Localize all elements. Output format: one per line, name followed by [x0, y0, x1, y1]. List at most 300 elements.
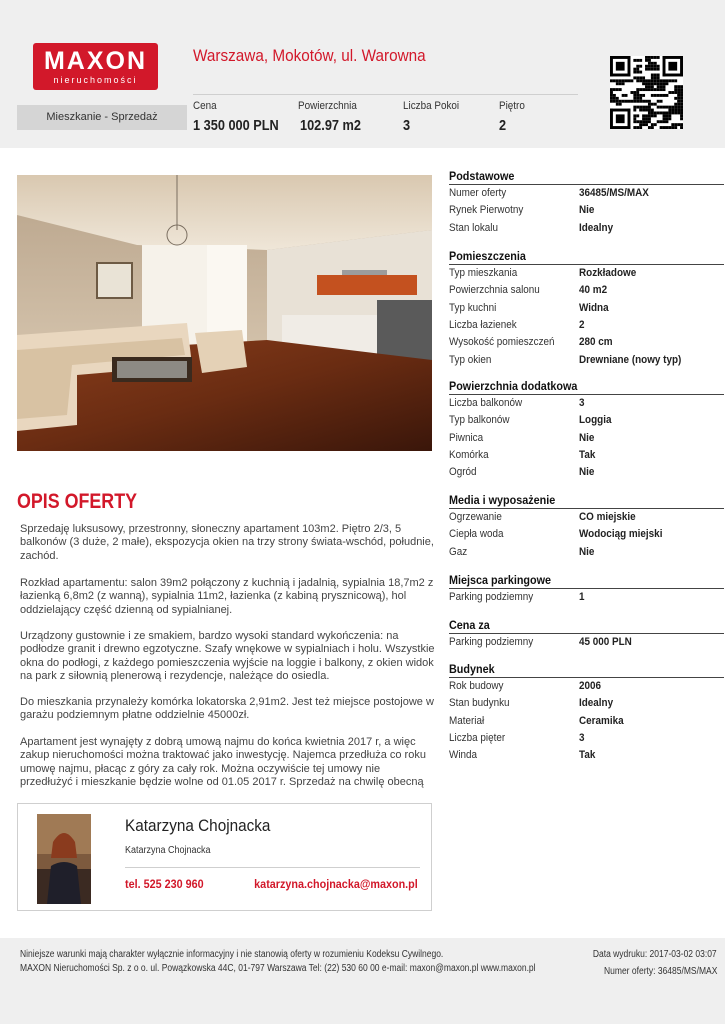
qr-module: [639, 65, 642, 68]
section-divider: [449, 264, 724, 265]
detail-label: Typ balkonów: [449, 414, 510, 427]
description-paragraph: Urządzony gustownie i ze smakiem, bardzo wysoki standard wykończenia: na podłodze granit i drewno egzotyczne. Szafy wnękowe w sypialniach i holu. Wszystkie okna do podłogi, z każdego pomieszczenia wyjście na loggie i balkony, z okien widok na park z siłownią plenerową i rezydencje, należące do osiedla.: [20, 630, 435, 683]
description-title: OPIS OFERTY: [17, 490, 138, 513]
qr-module: [651, 62, 654, 65]
qr-module: [668, 126, 671, 129]
qr-module: [633, 117, 636, 120]
qr-module: [654, 82, 657, 85]
detail-label: Materiał: [449, 714, 485, 727]
qr-module: [660, 79, 663, 82]
qr-module: [654, 76, 657, 79]
detail-value: 1: [579, 591, 585, 603]
qr-module: [665, 94, 668, 97]
description-paragraph: Rozkład apartamentu: salon 39m2 połączony z kuchnią i jadalnią, sypialnia 18,7m2 z łazienką 6,8m2 (z wanną), sypialnia 11m2, łazienka (z kabiną prysznicową), hol oddzielający część dzienną od sypialnianej.: [20, 577, 434, 616]
qr-module: [665, 82, 668, 85]
qr-module: [639, 94, 642, 97]
qr-module: [622, 100, 625, 103]
section-title: Budynek: [449, 662, 495, 676]
detail-label: Winda: [449, 749, 478, 762]
qr-module: [657, 79, 660, 82]
qr-module: [668, 79, 671, 82]
detail-value: Idealny: [579, 221, 614, 234]
qr-module: [642, 94, 645, 97]
qr-module: [654, 62, 657, 65]
qr-module: [680, 97, 683, 100]
section-title: Podstawowe: [449, 169, 515, 183]
floor-value: 2: [499, 117, 507, 134]
agent-divider: [125, 867, 420, 868]
qr-module: [657, 111, 660, 114]
qr-module: [677, 100, 680, 103]
qr-module: [674, 79, 677, 82]
agent-photo: [37, 814, 91, 904]
qr-module: [677, 109, 680, 112]
qr-module: [651, 103, 654, 106]
qr-module: [671, 106, 674, 109]
qr-module: [657, 94, 660, 97]
qr-module: [680, 88, 683, 91]
qr-module: [625, 79, 628, 82]
qr-module: [639, 79, 642, 82]
qr-module: [677, 103, 680, 106]
qr-module: [660, 111, 663, 114]
detail-value: Nie: [579, 466, 595, 479]
qr-module: [610, 97, 613, 100]
agent-phone-link[interactable]: tel. 525 230 960: [125, 877, 204, 891]
footer-disclaimer: Niniejsze warunki mają charakter wyłącznie informacyjny i nie stanowią oferty w rozumieniu Kodeksu Cywilnego.: [20, 949, 444, 960]
floor-label: Piętro: [499, 100, 525, 112]
qr-module: [671, 109, 674, 112]
qr-module: [660, 100, 663, 103]
detail-value: Loggia: [579, 414, 612, 427]
qr-module: [660, 82, 663, 85]
qr-module: [642, 109, 645, 112]
section-divider: [449, 394, 724, 395]
detail-label: Gaz: [449, 545, 468, 558]
qr-module: [680, 94, 683, 97]
qr-module: [642, 79, 645, 82]
qr-module: [671, 79, 674, 82]
qr-module: [639, 71, 642, 74]
qr-module: [636, 59, 639, 62]
qr-module: [616, 82, 619, 85]
area-label: Powierzchnia: [298, 100, 357, 112]
qr-module: [610, 94, 613, 97]
qr-module: [613, 88, 616, 91]
qr-module: [654, 79, 657, 82]
qr-module: [677, 91, 680, 94]
section-divider: [449, 633, 724, 634]
agent-card: [17, 803, 432, 911]
detail-value: 40 m2: [579, 284, 608, 297]
qr-module: [619, 103, 622, 106]
qr-module: [651, 123, 654, 126]
qr-module: [639, 109, 642, 112]
qr-module: [654, 56, 657, 59]
qr-module: [642, 106, 645, 109]
qr-module: [642, 120, 645, 123]
qr-module: [657, 88, 660, 91]
qr-module: [622, 82, 625, 85]
qr-module: [645, 106, 648, 109]
qr-module: [680, 109, 683, 112]
qr-module: [654, 111, 657, 114]
qr-module: [619, 88, 622, 91]
qr-module: [668, 91, 671, 94]
section-title: Powierzchnia dodatkowa: [449, 379, 578, 393]
detail-value: 36485/MS/MAX: [579, 187, 649, 199]
qr-module: [680, 126, 683, 129]
qr-module: [625, 100, 628, 103]
qr-module: [642, 88, 645, 91]
qr-module: [639, 97, 642, 100]
qr-module: [663, 85, 666, 88]
qr-module: [633, 71, 636, 74]
qr-module: [648, 56, 651, 59]
qr-module: [651, 109, 654, 112]
qr-module: [648, 85, 651, 88]
detail-label: Rok budowy: [449, 680, 504, 692]
qr-module: [616, 100, 619, 103]
qr-module: [633, 91, 636, 94]
qr-module: [633, 100, 636, 103]
offer-type-badge: Mieszkanie - Sprzedaż: [17, 105, 187, 130]
qr-finder: [668, 62, 677, 71]
qr-module: [663, 82, 666, 85]
qr-module: [633, 59, 636, 62]
qr-module: [642, 123, 645, 126]
qr-module: [648, 59, 651, 62]
qr-module: [636, 126, 639, 129]
qr-finder: [610, 56, 613, 76]
qr-module: [680, 114, 683, 117]
qr-module: [663, 88, 666, 91]
detail-value: Rozkładowe: [579, 267, 637, 279]
section-divider: [449, 184, 724, 185]
qr-module: [651, 114, 654, 117]
description-paragraph: Sprzedaję luksusowy, przestronny, słoneczny apartament 103m2. Piętro 2/3, 5 balkonów (3 duże, 2 małe), ekspozycja okien na trzy strony świata-wschód, południe, zachód.: [20, 523, 434, 562]
qr-module: [636, 106, 639, 109]
qr-module: [613, 94, 616, 97]
qr-finder: [616, 114, 625, 123]
qr-module: [671, 111, 674, 114]
qr-module: [651, 68, 654, 71]
qr-module: [648, 117, 651, 120]
qr-module: [639, 76, 642, 79]
detail-label: Parking podziemny: [449, 591, 534, 603]
area-value: 102.97 m2: [300, 117, 361, 134]
qr-module: [674, 85, 677, 88]
detail-value: CO miejskie: [579, 511, 636, 523]
header-divider: [193, 94, 578, 95]
qr-module: [642, 76, 645, 79]
qr-module: [645, 59, 648, 62]
qr-module: [610, 91, 613, 94]
qr-module: [660, 88, 663, 91]
qr-module: [633, 126, 636, 129]
qr-module: [660, 106, 663, 109]
qr-module: [651, 74, 654, 77]
qr-module: [642, 117, 645, 120]
qr-module: [654, 68, 657, 71]
qr-module: [651, 79, 654, 82]
qr-module: [651, 111, 654, 114]
qr-module: [651, 65, 654, 68]
qr-module: [642, 114, 645, 117]
qr-module: [616, 88, 619, 91]
qr-module: [654, 123, 657, 126]
qr-module: [657, 85, 660, 88]
qr-module: [657, 68, 660, 71]
qr-module: [651, 56, 654, 59]
detail-value: 45 000 PLN: [579, 636, 632, 648]
qr-module: [665, 111, 668, 114]
qr-module: [680, 111, 683, 114]
qr-module: [639, 106, 642, 109]
qr-module: [665, 114, 668, 117]
qr-module: [636, 100, 639, 103]
qr-module: [645, 114, 648, 117]
detail-label: Numer oferty: [449, 187, 507, 199]
qr-module: [619, 79, 622, 82]
qr-module: [677, 106, 680, 109]
qr-module: [677, 111, 680, 114]
qr-module: [645, 79, 648, 82]
qr-module: [645, 68, 648, 71]
description-paragraph: Do mieszkania przynależy komórka lokatorska 2,91m2. Jest też miejsce postojowe w garażu podziemnym płatne oddzielnie 45000zł.: [20, 696, 434, 722]
qr-module: [651, 85, 654, 88]
qr-module: [654, 103, 657, 106]
detail-label: Rynek Pierwotny: [449, 204, 524, 217]
qr-module: [610, 88, 613, 91]
qr-module: [651, 94, 654, 97]
qr-module: [663, 117, 666, 120]
logo-sub-text: nieruchomości: [53, 75, 138, 85]
qr-module: [616, 103, 619, 106]
qr-module: [648, 103, 651, 106]
maxon-logo[interactable]: [33, 43, 158, 90]
qr-module: [648, 109, 651, 112]
qr-module: [622, 94, 625, 97]
living-room-image: [17, 175, 432, 451]
price-label: Cena: [193, 100, 217, 112]
section-title: Miejsca parkingowe: [449, 573, 552, 587]
detail-value: Wodociąg miejski: [579, 528, 663, 541]
qr-module: [622, 79, 625, 82]
qr-module: [636, 120, 639, 123]
detail-label: Parking podziemny: [449, 636, 534, 648]
qr-finder: [616, 62, 625, 71]
qr-module: [657, 82, 660, 85]
qr-module: [674, 91, 677, 94]
detail-value: Drewniane (nowy typ): [579, 353, 682, 366]
qr-module: [633, 76, 636, 79]
qr-module: [619, 82, 622, 85]
qr-module: [633, 109, 636, 112]
qr-module: [668, 114, 671, 117]
detail-value: Nie: [579, 204, 595, 217]
qr-module: [636, 97, 639, 100]
detail-label: Liczba łazienek: [449, 318, 517, 331]
detail-value: 2: [579, 318, 585, 331]
qr-module: [657, 120, 660, 123]
section-title: Pomieszczenia: [449, 249, 526, 263]
rooms-label: Liczba Pokoi: [403, 100, 460, 112]
detail-value: Widna: [579, 301, 609, 314]
qr-module: [651, 88, 654, 91]
qr-module: [677, 88, 680, 91]
qr-module: [654, 114, 657, 117]
qr-module: [674, 106, 677, 109]
section-divider: [449, 588, 724, 589]
section-title: Media i wyposażenie: [449, 493, 556, 507]
qr-module: [633, 120, 636, 123]
detail-label: Komórka: [449, 448, 489, 461]
qr-module: [665, 120, 668, 123]
qr-module: [630, 100, 633, 103]
qr-module: [677, 94, 680, 97]
detail-label: Stan budynku: [449, 697, 510, 710]
detail-label: Ciepła woda: [449, 528, 504, 541]
qr-finder: [663, 56, 666, 76]
qr-module: [657, 56, 660, 59]
agent-name: Katarzyna Chojnacka: [125, 816, 271, 835]
qr-module: [674, 126, 677, 129]
qr-module: [648, 106, 651, 109]
qr-module: [633, 106, 636, 109]
agent-email-link[interactable]: katarzyna.chojnacka@maxon.pl: [254, 877, 418, 891]
qr-module: [636, 71, 639, 74]
qr-module: [668, 106, 671, 109]
qr-module: [651, 126, 654, 129]
qr-finder: [628, 109, 631, 129]
qr-module: [645, 65, 648, 68]
qr-module: [665, 126, 668, 129]
qr-module: [665, 106, 668, 109]
qr-module: [642, 82, 645, 85]
qr-finder: [610, 109, 630, 112]
qr-module: [619, 100, 622, 103]
qr-code-icon: [610, 56, 683, 129]
qr-module: [680, 91, 683, 94]
section-divider: [449, 677, 724, 678]
qr-module: [657, 106, 660, 109]
property-photo[interactable]: [17, 175, 432, 451]
qr-module: [677, 123, 680, 126]
qr-module: [665, 117, 668, 120]
detail-label: Piwnica: [449, 431, 484, 444]
qr-module: [657, 74, 660, 77]
qr-module: [636, 65, 639, 68]
qr-module: [633, 97, 636, 100]
detail-label: Liczba balkonów: [449, 397, 523, 409]
qr-module: [680, 117, 683, 120]
footer-print-date: Data wydruku: 2017-03-02 03:07: [593, 949, 717, 960]
detail-value: Tak: [579, 749, 596, 762]
qr-module: [660, 94, 663, 97]
detail-label: Liczba pięter: [449, 731, 506, 744]
qr-module: [648, 88, 651, 91]
qr-module: [668, 111, 671, 114]
footer: [0, 938, 725, 1024]
qr-module: [616, 79, 619, 82]
detail-label: Stan lokalu: [449, 221, 498, 234]
rooms-value: 3: [403, 117, 411, 134]
qr-code-graphic: [610, 56, 683, 129]
qr-module: [639, 59, 642, 62]
qr-module: [633, 68, 636, 71]
detail-label: Wysokość pomieszczeń: [449, 336, 555, 349]
qr-module: [663, 126, 666, 129]
detail-value: Idealny: [579, 697, 614, 710]
qr-module: [663, 79, 666, 82]
qr-module: [648, 68, 651, 71]
section-divider: [449, 508, 724, 509]
qr-module: [639, 126, 642, 129]
detail-value: 280 cm: [579, 336, 613, 349]
qr-module: [663, 106, 666, 109]
qr-module: [674, 103, 677, 106]
qr-finder: [610, 126, 630, 129]
qr-module: [648, 82, 651, 85]
qr-module: [645, 85, 648, 88]
qr-module: [648, 100, 651, 103]
qr-module: [636, 94, 639, 97]
qr-finder: [610, 74, 630, 77]
detail-value: 3: [579, 397, 585, 409]
qr-module: [648, 126, 651, 129]
detail-label: Powierzchnia salonu: [449, 284, 540, 297]
qr-module: [639, 123, 642, 126]
detail-value: Ceramika: [579, 714, 624, 727]
qr-module: [613, 79, 616, 82]
qr-module: [660, 126, 663, 129]
qr-module: [633, 114, 636, 117]
qr-module: [680, 100, 683, 103]
qr-module: [657, 65, 660, 68]
qr-module: [639, 120, 642, 123]
detail-label: Ogród: [449, 466, 477, 479]
qr-module: [648, 65, 651, 68]
qr-module: [645, 123, 648, 126]
qr-module: [671, 123, 674, 126]
qr-module: [639, 88, 642, 91]
qr-module: [642, 100, 645, 103]
logo-main-text: MAXON: [43, 47, 148, 75]
qr-module: [680, 123, 683, 126]
qr-module: [654, 74, 657, 77]
qr-module: [628, 79, 631, 82]
qr-module: [645, 120, 648, 123]
qr-finder: [663, 56, 683, 59]
qr-module: [668, 109, 671, 112]
qr-finder: [610, 109, 613, 129]
qr-module: [648, 79, 651, 82]
qr-module: [610, 79, 613, 82]
qr-module: [674, 123, 677, 126]
qr-module: [645, 82, 648, 85]
qr-module: [645, 117, 648, 120]
qr-module: [674, 111, 677, 114]
qr-module: [648, 111, 651, 114]
qr-finder: [628, 56, 631, 76]
detail-value: 3: [579, 731, 585, 744]
qr-module: [654, 88, 657, 91]
qr-module: [654, 94, 657, 97]
qr-module: [680, 103, 683, 106]
section-title: Cena za: [449, 618, 490, 632]
qr-module: [639, 100, 642, 103]
